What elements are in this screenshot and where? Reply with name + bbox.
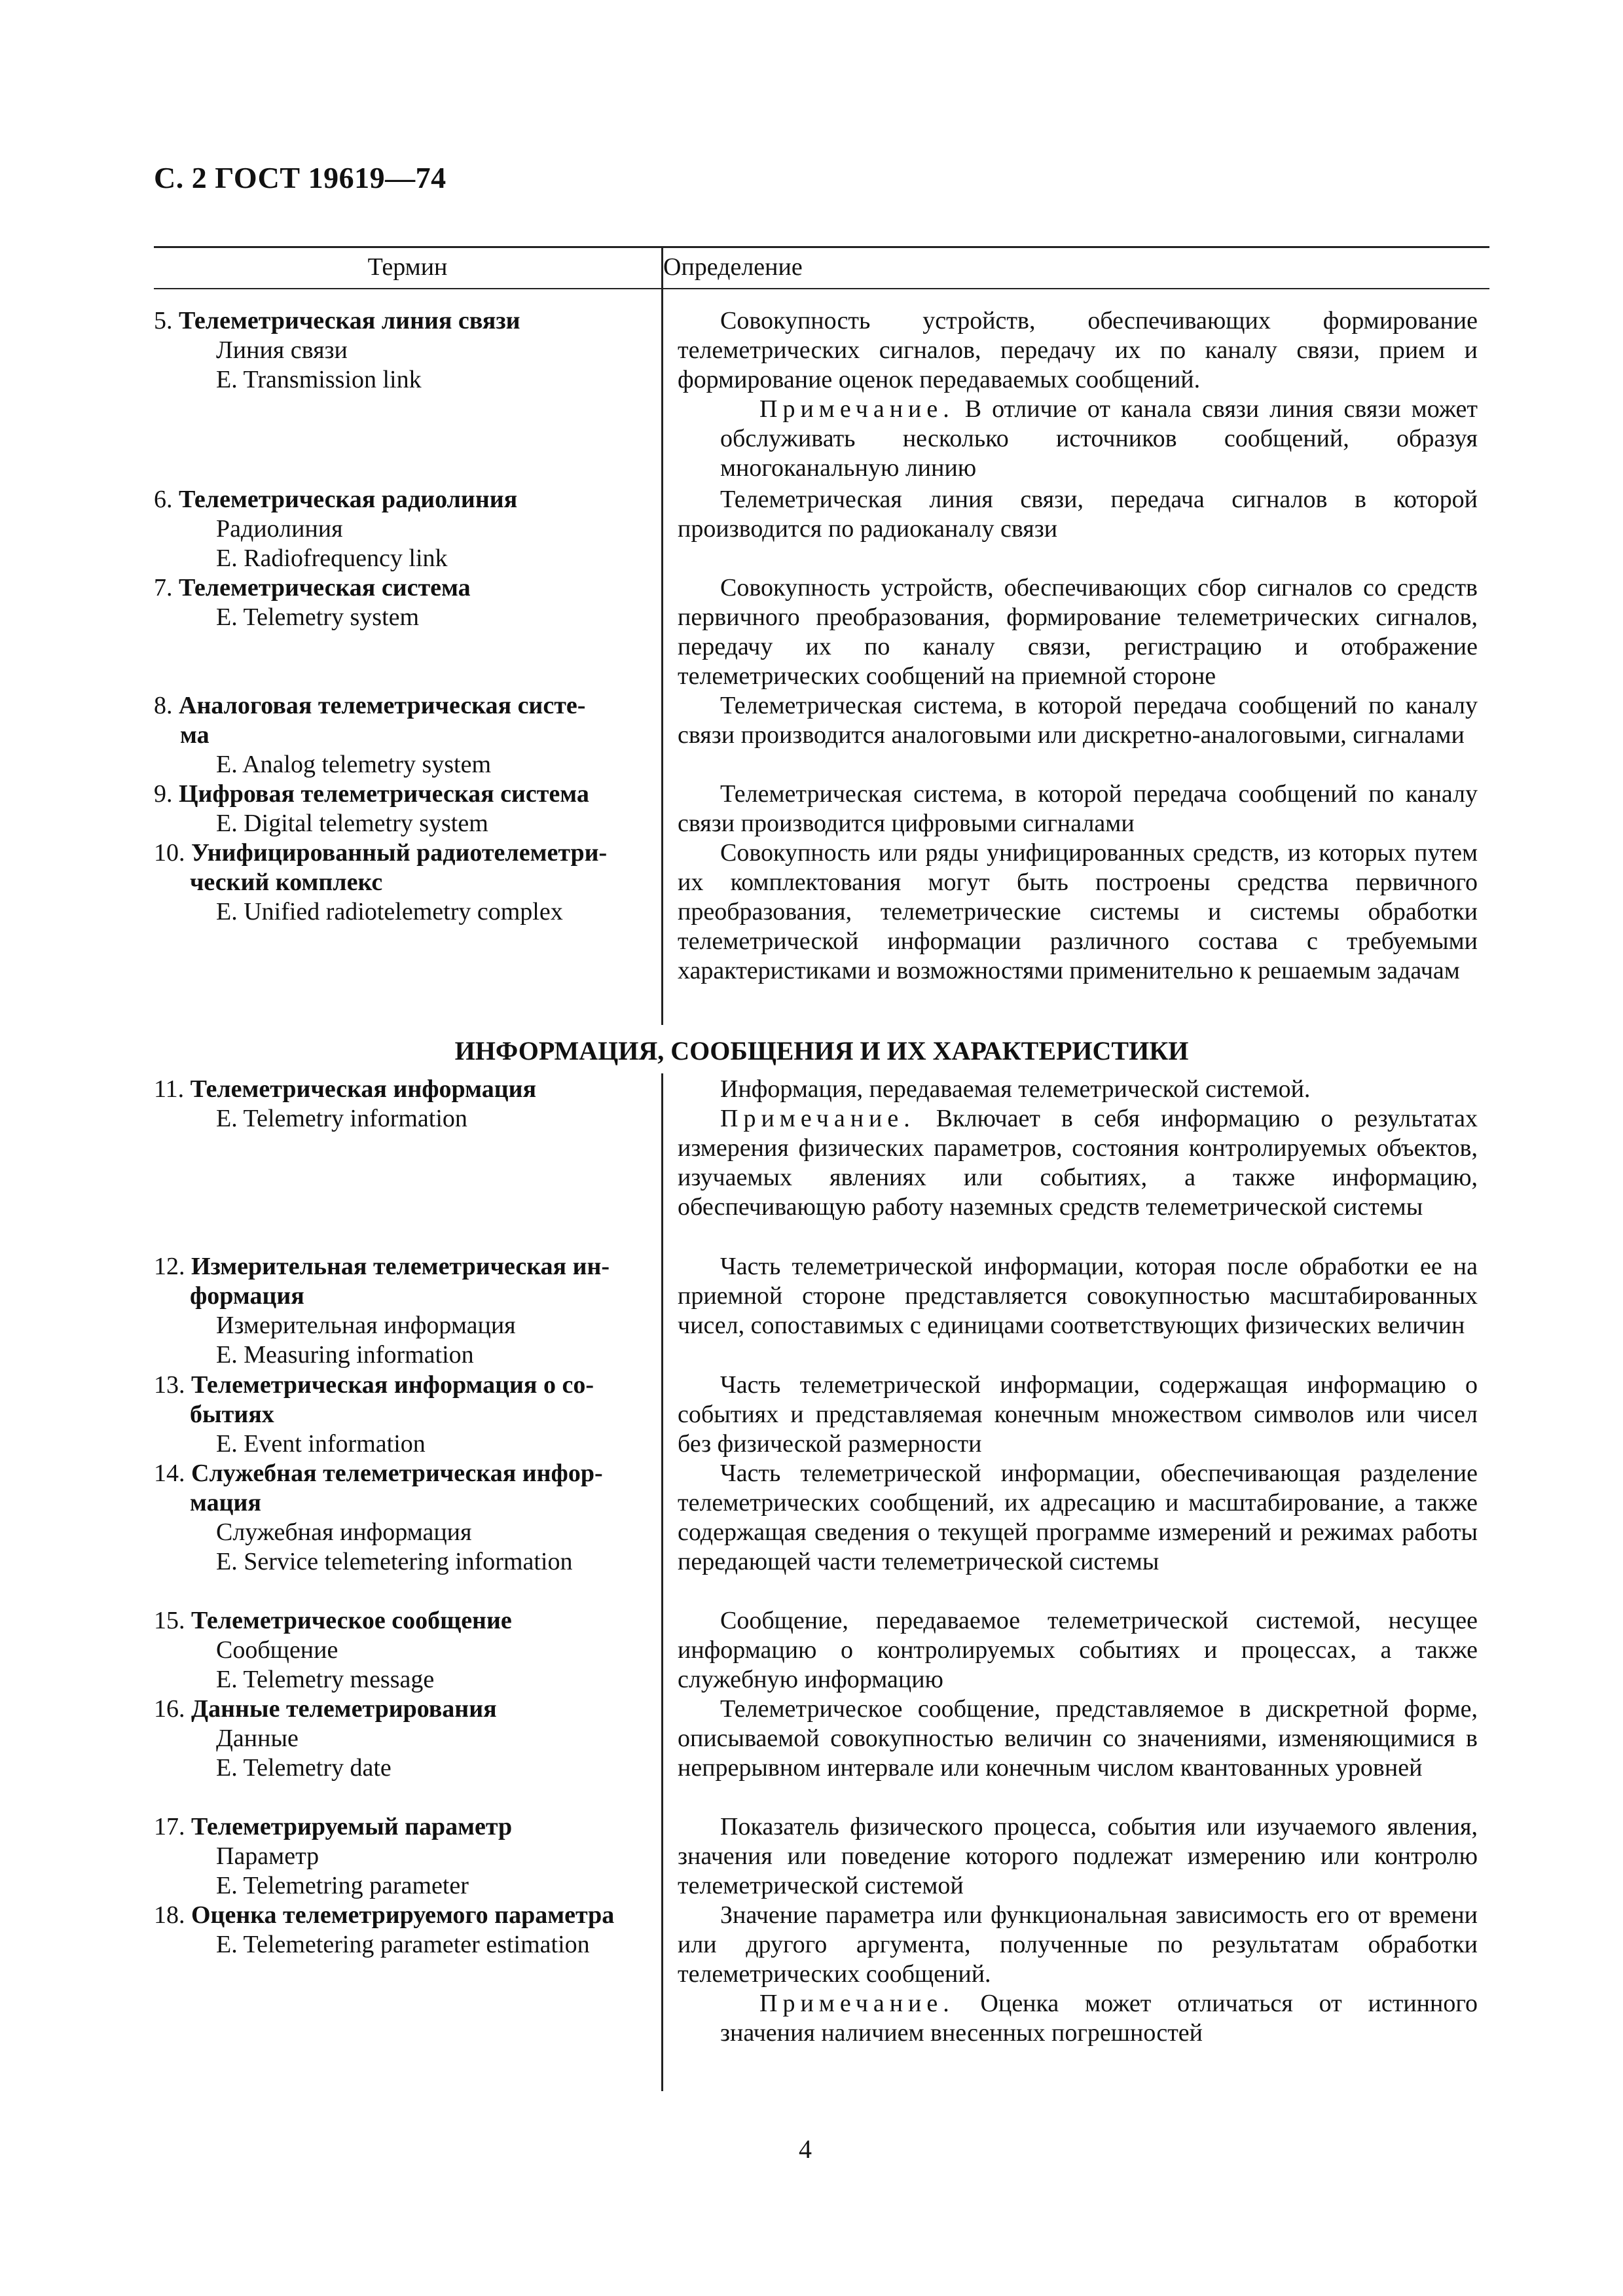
definition-cell xyxy=(678,1695,1478,1783)
term-title-cont: бытиях xyxy=(190,1401,274,1428)
term-synonym: Измерительная информация xyxy=(216,1312,516,1339)
definition-text: Показатель физического процесса, события или изучаемого явления, значения или поведение которого подлежат измерению или контролю телеметрической системой xyxy=(678,1813,1478,1899)
term-title-cont: ческий комплекс xyxy=(190,869,383,896)
term-title-cont: ма xyxy=(180,721,210,749)
page-header: С. 2 ГОСТ 19619—74 xyxy=(154,161,447,194)
term-title: Данные телеметрирования xyxy=(191,1695,497,1723)
term-title: Телеметрическая информация о со- xyxy=(191,1371,594,1399)
term-number: 13. xyxy=(154,1371,185,1399)
term-title: Телеметрическая информация xyxy=(190,1075,537,1103)
definition-cell xyxy=(678,838,1478,986)
term-cell xyxy=(154,1252,651,1370)
term-synonym: Сообщение xyxy=(216,1636,338,1664)
term-english: E. Unified radiotelemetry complex xyxy=(216,898,563,925)
term-title: Аналоговая телеметрическая систе- xyxy=(179,692,586,719)
note-label: Примечание. xyxy=(759,395,955,423)
definition-text: Информация, передаваемая телеметрической системой. xyxy=(720,1075,1311,1103)
definition-text: Сообщение, передаваемое телеметрической системой, несущее информацию о контролируемых событиях и процессах, а также служебную информацию xyxy=(678,1607,1478,1693)
term-english: E. Service telemetering information xyxy=(216,1548,573,1575)
term-number: 5. xyxy=(154,307,173,334)
term-number: 7. xyxy=(154,574,173,601)
term-cell xyxy=(154,1459,651,1577)
term-english: E. Telemetry date xyxy=(216,1754,392,1782)
term-english: E. Telemetry system xyxy=(216,603,420,631)
term-cell xyxy=(154,573,651,632)
term-title-cont: мация xyxy=(190,1489,261,1516)
definition-text: Телеметрическое сообщение, представляемое в дискретной форме, описываемой совокупностью величин со значениями, изменяющимися в непрерывном интервале или конечным числом квантованных уровней xyxy=(678,1695,1478,1782)
term-synonym: Параметр xyxy=(216,1842,319,1870)
term-cell xyxy=(154,780,651,838)
term-english: E. Telemetring parameter xyxy=(216,1872,469,1899)
term-title: Телеметрируемый параметр xyxy=(191,1813,513,1840)
definition-text: Часть телеметрической информации, которая после обработки ее на приемной стороне представляется совокупностью масштабированных чисел, сопоставимых с единицами соответствующих физических величин xyxy=(678,1253,1478,1339)
term-cell xyxy=(154,1812,651,1901)
term-title: Оценка телеметрируемого параметра xyxy=(191,1901,615,1929)
term-cell xyxy=(154,1901,651,1960)
column-divider xyxy=(661,246,663,1025)
term-english: E. Telemetry message xyxy=(216,1666,435,1693)
term-title: Унифицированный радиотелеметри- xyxy=(191,839,608,867)
term-number: 16. xyxy=(154,1695,185,1723)
term-cell xyxy=(154,691,651,780)
definition-cell xyxy=(678,691,1478,750)
term-title-cont: формация xyxy=(190,1282,304,1310)
term-number: 15. xyxy=(154,1607,185,1634)
term-cell xyxy=(154,838,651,927)
term-english: E. Measuring information xyxy=(216,1341,474,1369)
term-synonym: Данные xyxy=(216,1725,299,1752)
definition-note: Примечание. Включает в себя информацию о результатах измерения физических параметров, состояния контролируемых объектов, изучаемых явлениях или событиях, а также информацию, обеспечивающую работу наземных средств телеметрической системы xyxy=(678,1105,1478,1221)
column-divider xyxy=(661,1073,663,2091)
term-synonym: Радиолиния xyxy=(216,515,343,543)
term-title: Измерительная телеметрическая ин- xyxy=(191,1253,610,1280)
term-title: Служебная телеметрическая инфор- xyxy=(191,1460,603,1487)
term-synonym: Линия связи xyxy=(216,336,348,364)
definition-cell xyxy=(678,1371,1478,1459)
column-header-term: Термин xyxy=(367,253,448,281)
term-english: E. Transmission link xyxy=(216,366,422,393)
term-cell xyxy=(154,306,651,395)
term-number: 17. xyxy=(154,1813,185,1840)
term-cell xyxy=(154,1695,651,1783)
term-number: 14. xyxy=(154,1460,185,1487)
term-cell xyxy=(154,1075,651,1134)
definition-text: Часть телеметрической информации, обеспечивающая разделение телеметрических сообщений, их адресацию и масштабирование, а также содержащая сведения о текущей программе измерений и режимах работы передающей части телеметрической системы xyxy=(678,1460,1478,1575)
definition-text: Совокупность устройств, обеспечивающих сбор сигналов со средств первичного преобразования, формирование телеметрических сигналов, передачу их по каналу связи, регистрацию и отображение телеметрических сообщений на приемной стороне xyxy=(678,574,1478,690)
term-english: E. Analog telemetry system xyxy=(216,751,492,778)
term-cell xyxy=(154,485,651,573)
note-label: Примечание. xyxy=(759,1990,955,2017)
definition-cell xyxy=(678,573,1478,691)
term-number: 12. xyxy=(154,1253,185,1280)
term-number: 18. xyxy=(154,1901,185,1929)
term-number: 8. xyxy=(154,692,173,719)
definition-cell xyxy=(678,1812,1478,1901)
definition-note: Примечание. Оценка может отличаться от истинного значения наличием внесенных погрешностей xyxy=(720,1990,1478,2047)
definition-cell xyxy=(678,780,1478,838)
note-label: Примечание. xyxy=(720,1105,915,1132)
definition-text: Телеметрическая система, в которой передача сообщений по каналу связи производится аналоговыми или дискретно-аналоговыми, сигналами xyxy=(678,692,1478,749)
definition-text: Совокупность или ряды унифицированных средств, из которых путем их комплектования могут быть построены средства первичного преобразования, телеметрические системы и системы обработки телеметрической информации различного состава с требуемыми характеристиками и возможностями применительно к решаемым задачам xyxy=(678,839,1478,984)
term-title: Цифровая телеметрическая система xyxy=(179,780,589,808)
definition-text: Значение параметра или функциональная зависимость его от времени или другого аргумента, полученные по результатам обработки телеметрических сообщений. xyxy=(678,1901,1478,1988)
section-title: ИНФОРМАЦИЯ, СООБЩЕНИЯ И ИХ ХАРАКТЕРИСТИКИ xyxy=(454,1036,1189,1066)
term-title: Телеметрическая линия связи xyxy=(179,307,520,334)
term-english: E. Event information xyxy=(216,1430,426,1458)
term-title: Телеметрическое сообщение xyxy=(191,1607,512,1634)
term-english: E. Digital telemetry system xyxy=(216,810,488,837)
definition-cell xyxy=(678,1606,1478,1695)
term-english: E. Telemetry information xyxy=(216,1105,467,1132)
term-synonym: Служебная информация xyxy=(216,1518,472,1546)
definition-cell xyxy=(678,1075,1478,1222)
table-header-rule xyxy=(154,288,1489,289)
term-title: Телеметрическая радиолиния xyxy=(179,486,518,513)
term-title: Телеметрическая система xyxy=(179,574,471,601)
term-number: 9. xyxy=(154,780,173,808)
definition-cell xyxy=(678,1901,1478,2048)
term-cell xyxy=(154,1371,651,1459)
term-number: 10. xyxy=(154,839,185,867)
term-english: E. Radiofrequency link xyxy=(216,545,448,572)
definition-text: Телеметрическая линия связи, передача сигналов в которой производится по радиоканалу связи xyxy=(678,486,1478,543)
definition-text: Часть телеметрической информации, содержащая информацию о событиях и представляемая конечным множеством символов или чисел без физической размерности xyxy=(678,1371,1478,1458)
definition-cell xyxy=(678,1252,1478,1340)
term-number: 11. xyxy=(154,1075,185,1103)
column-header-definition: Определение xyxy=(663,253,803,281)
definition-cell xyxy=(678,485,1478,544)
definition-cell xyxy=(678,306,1478,483)
definition-note: Примечание. В отличие от канала связи линия связи может обслуживать несколько источников сообщений, образуя многоканальную линию xyxy=(720,395,1478,482)
definition-text: Телеметрическая система, в которой передача сообщений по каналу связи производится цифровыми сигналами xyxy=(678,780,1478,837)
table-top-rule xyxy=(154,246,1489,248)
term-cell xyxy=(154,1606,651,1695)
term-english: E. Telemetering parameter estimation xyxy=(216,1931,590,1958)
definition-text: Совокупность устройств, обеспечивающих формирование телеметрических сигналов, передачу их по каналу связи, прием и формирование оценок передаваемых сообщений. xyxy=(678,307,1478,393)
term-number: 6. xyxy=(154,486,173,513)
definition-cell xyxy=(678,1459,1478,1577)
page-number: 4 xyxy=(799,2134,812,2164)
